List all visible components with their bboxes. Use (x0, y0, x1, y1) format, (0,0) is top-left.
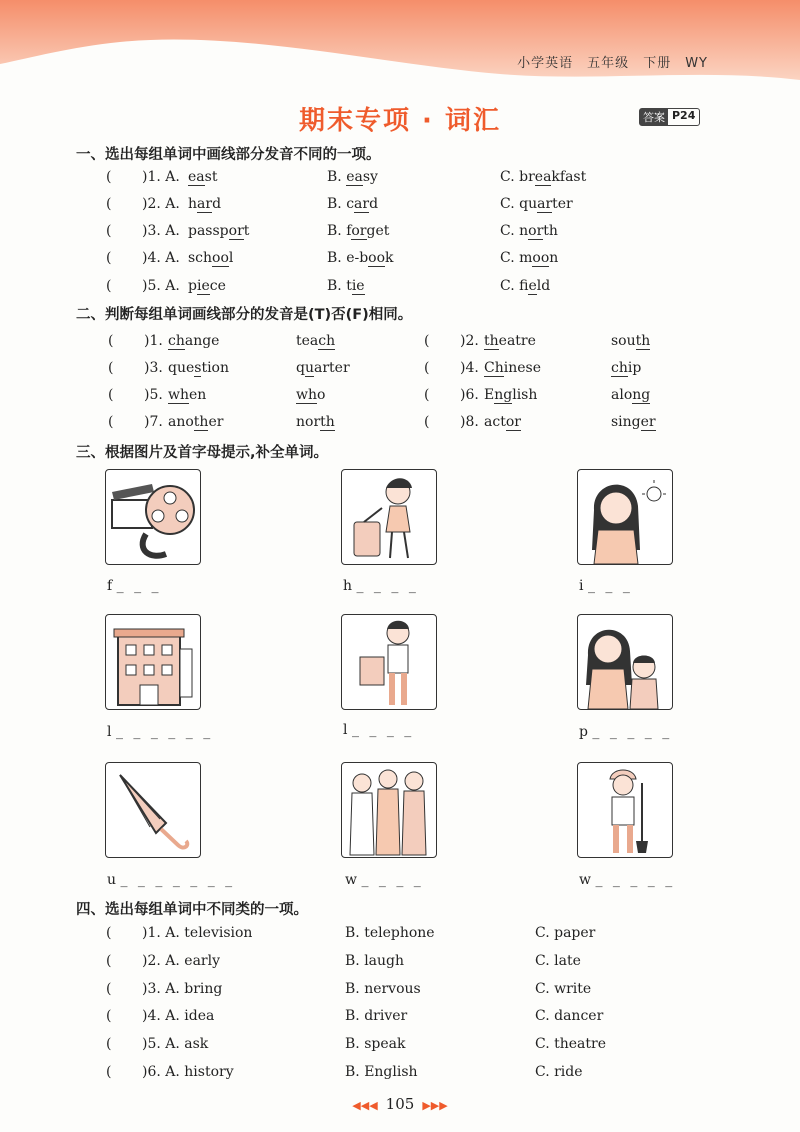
word-part-pre: E (484, 387, 495, 403)
question-number: )6. (460, 387, 479, 403)
hint-blanks[interactable]: _ _ _ _ _ _ (115, 724, 214, 740)
answer-paren[interactable]: ( (106, 1064, 112, 1080)
word-2 (611, 387, 650, 403)
word-part-post: get (366, 223, 390, 239)
underlined-letters: ch (318, 333, 336, 349)
option-a (188, 169, 217, 185)
option-a: )3. A. bring (142, 981, 223, 997)
word-part-pre: que (168, 360, 195, 376)
answer-paren[interactable]: ( (424, 387, 430, 403)
answer-paren[interactable]: ( (106, 1036, 112, 1052)
underlined-letters: ie (196, 278, 210, 294)
section3-heading: 三、根据图片及首字母提示,补全单词。 (76, 445, 329, 461)
word-part-pre: passp (188, 223, 229, 239)
three-women-icon (341, 762, 437, 858)
option-b: B. nervous (345, 981, 421, 997)
underlined-letters: oo (368, 250, 386, 266)
answer-paren[interactable]: ( (106, 250, 112, 266)
word-1 (168, 387, 206, 403)
girl-with-suitcase-icon (341, 469, 437, 565)
word-1 (168, 414, 223, 430)
word-part-post: ce (209, 278, 226, 294)
answer-page: P24 (672, 109, 696, 122)
underlined-letters: ar (354, 196, 370, 212)
answer-paren[interactable]: ( (106, 925, 112, 941)
umbrella-icon (105, 762, 201, 858)
underlined-letters: or (228, 223, 244, 239)
option-b: B. telephone (345, 925, 435, 941)
underlined-letters: th (635, 333, 651, 349)
option-c: C. late (535, 953, 581, 969)
hint-4 (107, 724, 213, 740)
section4-heading: 四、选出每组单词中不同类的一项。 (76, 902, 308, 918)
hint-letter: w (345, 872, 357, 888)
hint-letter: w (579, 872, 591, 888)
hint-6 (579, 724, 672, 740)
series-volume: 下册 (643, 56, 672, 71)
question-number: )3. (144, 360, 163, 376)
word-part-pre: h (188, 196, 198, 212)
answer-paren[interactable]: ( (106, 953, 112, 969)
option-c (500, 169, 586, 185)
word-part-pre: nor (296, 414, 321, 430)
answer-badge (639, 108, 700, 126)
word-part-pre: q (296, 360, 305, 376)
answer-paren[interactable]: ( (424, 333, 430, 349)
underlined-letters: ar (537, 196, 553, 212)
word-part-pre: sing (611, 414, 641, 430)
underlined-letters: oo (532, 250, 550, 266)
underlined-letters: ar (197, 196, 213, 212)
word-2 (296, 333, 335, 349)
word-2 (611, 360, 641, 376)
word-part-pre: B. e-b (327, 250, 369, 266)
word-part-pre: C. m (500, 250, 533, 266)
option-a: )2. A. early (142, 953, 220, 969)
word-part-pre: B. t (327, 278, 352, 294)
page-number: 105 (385, 1095, 415, 1113)
word-part-pre: sch (188, 250, 213, 266)
underlined-letters: s (194, 360, 202, 376)
hint-letter: l (343, 722, 348, 738)
underlined-letters: th (320, 414, 335, 430)
option-a (188, 250, 233, 266)
word-part-post: en (189, 387, 207, 403)
hint-letter: h (343, 578, 353, 594)
mother-and-son-icon (577, 614, 673, 710)
underlined-letters: u (304, 360, 314, 376)
underlined-letters: oo (212, 250, 229, 266)
question-number: )1. (144, 333, 163, 349)
word-part-pre: C. qu (500, 196, 538, 212)
hint-2 (343, 578, 419, 594)
question-number: )3. A. (142, 223, 180, 239)
question-number: )7. (144, 414, 163, 430)
series-edition: WY (685, 56, 708, 71)
underlined-letters: ch (168, 333, 185, 349)
word-part-post: ip (627, 360, 642, 376)
word-part-pre: C. n (500, 223, 529, 239)
hint-blanks[interactable]: _ _ _ _ (356, 578, 419, 594)
underlined-letters: Ch (484, 360, 504, 376)
hint-9 (579, 872, 675, 888)
answer-label: 答案 (640, 109, 668, 125)
answer-paren[interactable]: ( (108, 360, 114, 376)
underlined-letters: ch (611, 360, 628, 376)
underlined-letters: ie (528, 278, 537, 294)
boy-with-bag-icon (341, 614, 437, 710)
hint-3 (579, 578, 633, 594)
word-part-post: d (212, 196, 222, 212)
word-part-post: t (243, 223, 250, 239)
word-part-post: sy (362, 169, 378, 185)
word-part-post: kfast (551, 169, 587, 185)
answer-paren[interactable]: ( (106, 1008, 112, 1024)
option-a: )5. A. ask (142, 1036, 209, 1052)
word-part-post: o (317, 387, 326, 403)
word-1 (484, 387, 537, 403)
hint-blanks[interactable]: _ _ _ _ (361, 872, 424, 888)
word-1 (484, 414, 521, 430)
underlined-letters: wh (296, 387, 317, 403)
series-subject: 小学英语 (517, 56, 574, 71)
answer-paren[interactable]: ( (106, 981, 112, 997)
word-part-post: tion (201, 360, 230, 376)
hint-blanks[interactable]: _ _ _ _ _ _ _ (120, 872, 236, 888)
question-number: )2. (460, 333, 479, 349)
page-footer (0, 1095, 800, 1113)
option-c: C. write (535, 981, 592, 997)
word-part-post: th (543, 223, 558, 239)
hint-8 (345, 872, 424, 888)
word-part-post: st (204, 169, 218, 185)
answer-paren[interactable]: ( (106, 196, 112, 212)
option-a (188, 278, 226, 294)
option-a (188, 196, 221, 212)
underlined-letters: ea (534, 169, 552, 185)
page-title: 期末专项 · 词汇 (299, 106, 501, 136)
option-c: C. dancer (535, 1008, 604, 1024)
word-2 (296, 387, 325, 403)
answer-paren[interactable]: ( (106, 169, 112, 185)
word-part-post: ange (184, 333, 220, 349)
question-number: )8. (460, 414, 479, 430)
answer-paren[interactable]: ( (108, 387, 114, 403)
option-c (500, 278, 550, 294)
option-c: C. paper (535, 925, 596, 941)
option-c: C. theatre (535, 1036, 606, 1052)
hint-letter: u (107, 872, 117, 888)
answer-paren[interactable]: ( (424, 414, 430, 430)
option-b (327, 169, 378, 185)
word-part-post: er (208, 414, 224, 430)
footer-left-arrows-icon: ◀◀◀ (352, 1099, 378, 1112)
word-part-post: d (369, 196, 379, 212)
underlined-letters: ea (188, 169, 205, 185)
hint-letter: l (107, 724, 112, 740)
hint-blanks[interactable]: _ _ _ (587, 578, 633, 594)
option-c (500, 196, 573, 212)
option-b: B. laugh (345, 953, 405, 969)
underlined-letters: or (505, 414, 521, 430)
word-part-post: ld (536, 278, 551, 294)
hint-blanks[interactable]: _ _ _ _ _ (592, 724, 673, 740)
word-part-post: ter (552, 196, 573, 212)
word-part-post: l (228, 250, 234, 266)
underlined-letters: ng (494, 387, 513, 403)
footer-right-arrows-icon: ▶▶▶ (422, 1099, 448, 1112)
answer-paren[interactable]: ( (108, 333, 114, 349)
word-part-pre: alo (611, 387, 633, 403)
word-part-pre: B. c (327, 196, 355, 212)
word-part-post: lish (512, 387, 538, 403)
word-part-post: k (385, 250, 394, 266)
word-part-post: eatre (498, 333, 536, 349)
word-part-post: n (549, 250, 559, 266)
word-part-post: inese (503, 360, 541, 376)
word-part-pre: act (484, 414, 506, 430)
hint-5 (343, 722, 414, 738)
word-1 (168, 360, 229, 376)
underlined-letters: th (193, 414, 209, 430)
option-b: B. speak (345, 1036, 406, 1052)
word-1 (484, 333, 536, 349)
word-2 (296, 360, 350, 376)
section1-heading: 一、选出每组单词中画线部分发音不同的一项。 (76, 147, 381, 163)
word-part-pre: B. (327, 169, 347, 185)
option-a (188, 223, 249, 239)
option-c (500, 223, 558, 239)
underlined-letters: er (640, 414, 656, 430)
series-grade: 五年级 (587, 56, 630, 71)
hint-letter: p (579, 724, 588, 740)
underlined-letters: or (528, 223, 544, 239)
word-part-post: arter (314, 360, 350, 376)
library-building-icon (105, 614, 201, 710)
word-2 (296, 414, 335, 430)
header-band (0, 0, 800, 90)
answer-paren[interactable]: ( (106, 223, 112, 239)
option-b (327, 196, 378, 212)
option-c (500, 250, 558, 266)
word-part-pre: C. br (500, 169, 535, 185)
question-number: )2. A. (142, 196, 180, 212)
hint-blanks[interactable]: _ _ _ _ (351, 722, 415, 738)
option-b: B. driver (345, 1008, 408, 1024)
underlined-letters: or (351, 223, 367, 239)
underlined-letters: ng (632, 387, 651, 403)
girl-with-idea-icon (577, 469, 673, 565)
option-b (327, 223, 389, 239)
question-number: )5. A. (142, 278, 180, 294)
answer-paren[interactable]: ( (106, 278, 112, 294)
hint-7 (107, 872, 235, 888)
word-1 (168, 333, 219, 349)
question-number: )1. A. (142, 169, 180, 185)
section2-heading: 二、判断每组单词画线部分的发音是(T)否(F)相同。 (76, 307, 413, 323)
answer-paren[interactable]: ( (108, 414, 114, 430)
word-part-pre: p (188, 278, 197, 294)
worker-with-shovel-icon (577, 762, 673, 858)
underlined-letters: ie (351, 278, 365, 294)
word-2 (611, 333, 650, 349)
hint-blanks[interactable]: _ _ _ (116, 578, 162, 594)
hint-blanks[interactable]: _ _ _ _ _ (595, 872, 676, 888)
option-a: )6. A. history (142, 1064, 234, 1080)
question-number: )5. (144, 387, 163, 403)
underlined-letters: th (484, 333, 499, 349)
film-reel-icon (105, 469, 201, 565)
underlined-letters: wh (168, 387, 189, 403)
answer-paren[interactable]: ( (424, 360, 430, 376)
option-b (327, 250, 394, 266)
option-a: )1. A. television (142, 925, 253, 941)
word-part-pre: tea (296, 333, 319, 349)
option-b: B. English (345, 1064, 418, 1080)
option-a: )4. A. idea (142, 1008, 215, 1024)
question-number: )4. (460, 360, 479, 376)
option-c: C. ride (535, 1064, 583, 1080)
hint-letter: f (107, 578, 113, 594)
question-number: )4. A. (142, 250, 180, 266)
option-b (327, 278, 365, 294)
word-2 (611, 414, 656, 430)
word-part-pre: ano (168, 414, 194, 430)
hint-letter: i (579, 578, 584, 594)
word-1 (484, 360, 541, 376)
series-label (503, 52, 708, 71)
word-part-pre: sou (611, 333, 636, 349)
underlined-letters: ea (346, 169, 363, 185)
word-part-pre: B. f (327, 223, 352, 239)
hint-1 (107, 578, 162, 594)
word-part-pre: C. f (500, 278, 529, 294)
